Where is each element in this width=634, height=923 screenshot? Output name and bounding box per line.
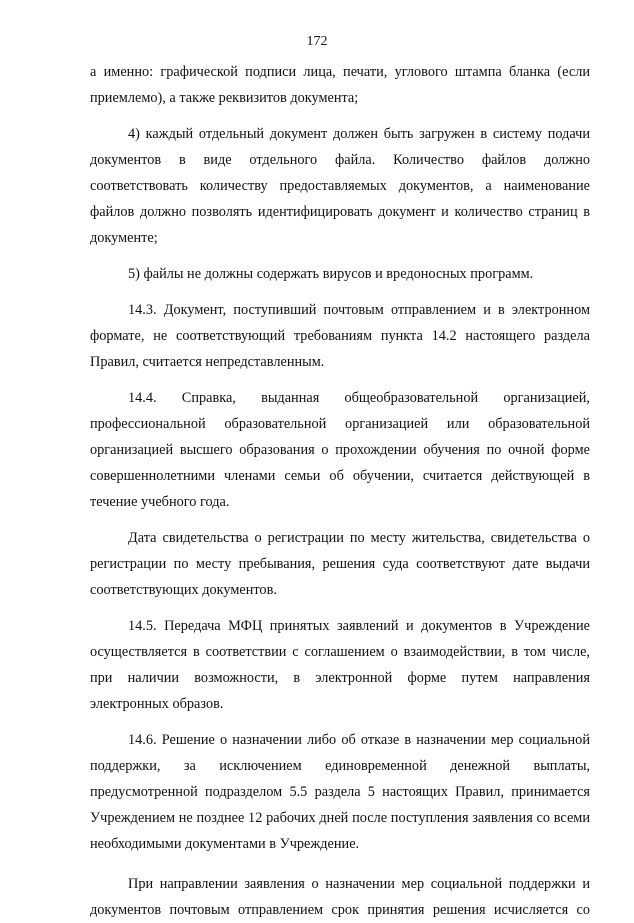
paragraph-postal-submission: При направлении заявления о назначении мер социальной поддержки и документов почтовым отправлением срок принятия решения исчисляется со [90, 876, 590, 918]
paragraph-14-5: 14.5. Передача МФЦ принятых заявлений и документов в Учреждение осуществляется в соответствии с соглашением о взаимодействии, в том числе, при наличии возможности, в электронной форме путем направления электронных образов. [90, 618, 590, 712]
document-body [90, 59, 590, 923]
paragraph-item-4: 4) каждый отдельный документ должен быть загружен в систему подачи документов в виде отдельного файла. Количество файлов должно соответствовать количеству предоставляемых документов, а наименование файлов должно позволять идентифицировать документ и количество страниц в документе; [90, 126, 590, 246]
paragraph-14-6: 14.6. Решение о назначении либо об отказе в назначении мер социальной поддержки, за исключением единовременной денежной выплаты, предусмотренной подразделом 5.5 раздела 5 настоящих Правил, принимается Учреждением не позднее 12 рабочих дней после поступления заявления со всеми необходимыми документами в Учреждение. [90, 732, 590, 852]
paragraph-continuation: а именно: графической подписи лица, печати, углового штампа бланка (если приемлемо), а также реквизитов документа; [90, 64, 590, 106]
page-number: 172 [306, 34, 328, 49]
paragraph-item-5: 5) файлы не должны содержать вирусов и вредоносных программ. [128, 266, 534, 282]
paragraph-registration-date: Дата свидетельства о регистрации по месту жительства, свидетельства о регистрации по месту пребывания, решения суда соответствуют дате выдачи соответствующих документов. [90, 530, 590, 598]
paragraph-14-4: 14.4. Справка, выданная общеобразовательной организацией, профессиональной образовательной организацией или образовательной организацией высшего образования о прохождении обучения по очной форме совершеннолетними членами семьи об обучении, считается действующей в течение учебного года. [90, 390, 590, 510]
paragraph-14-3: 14.3. Документ, поступивший почтовым отправлением и в электронном формате, не соответствующий требованиям пункта 14.2 настоящего раздела Правил, считается непредставленным. [90, 302, 590, 370]
